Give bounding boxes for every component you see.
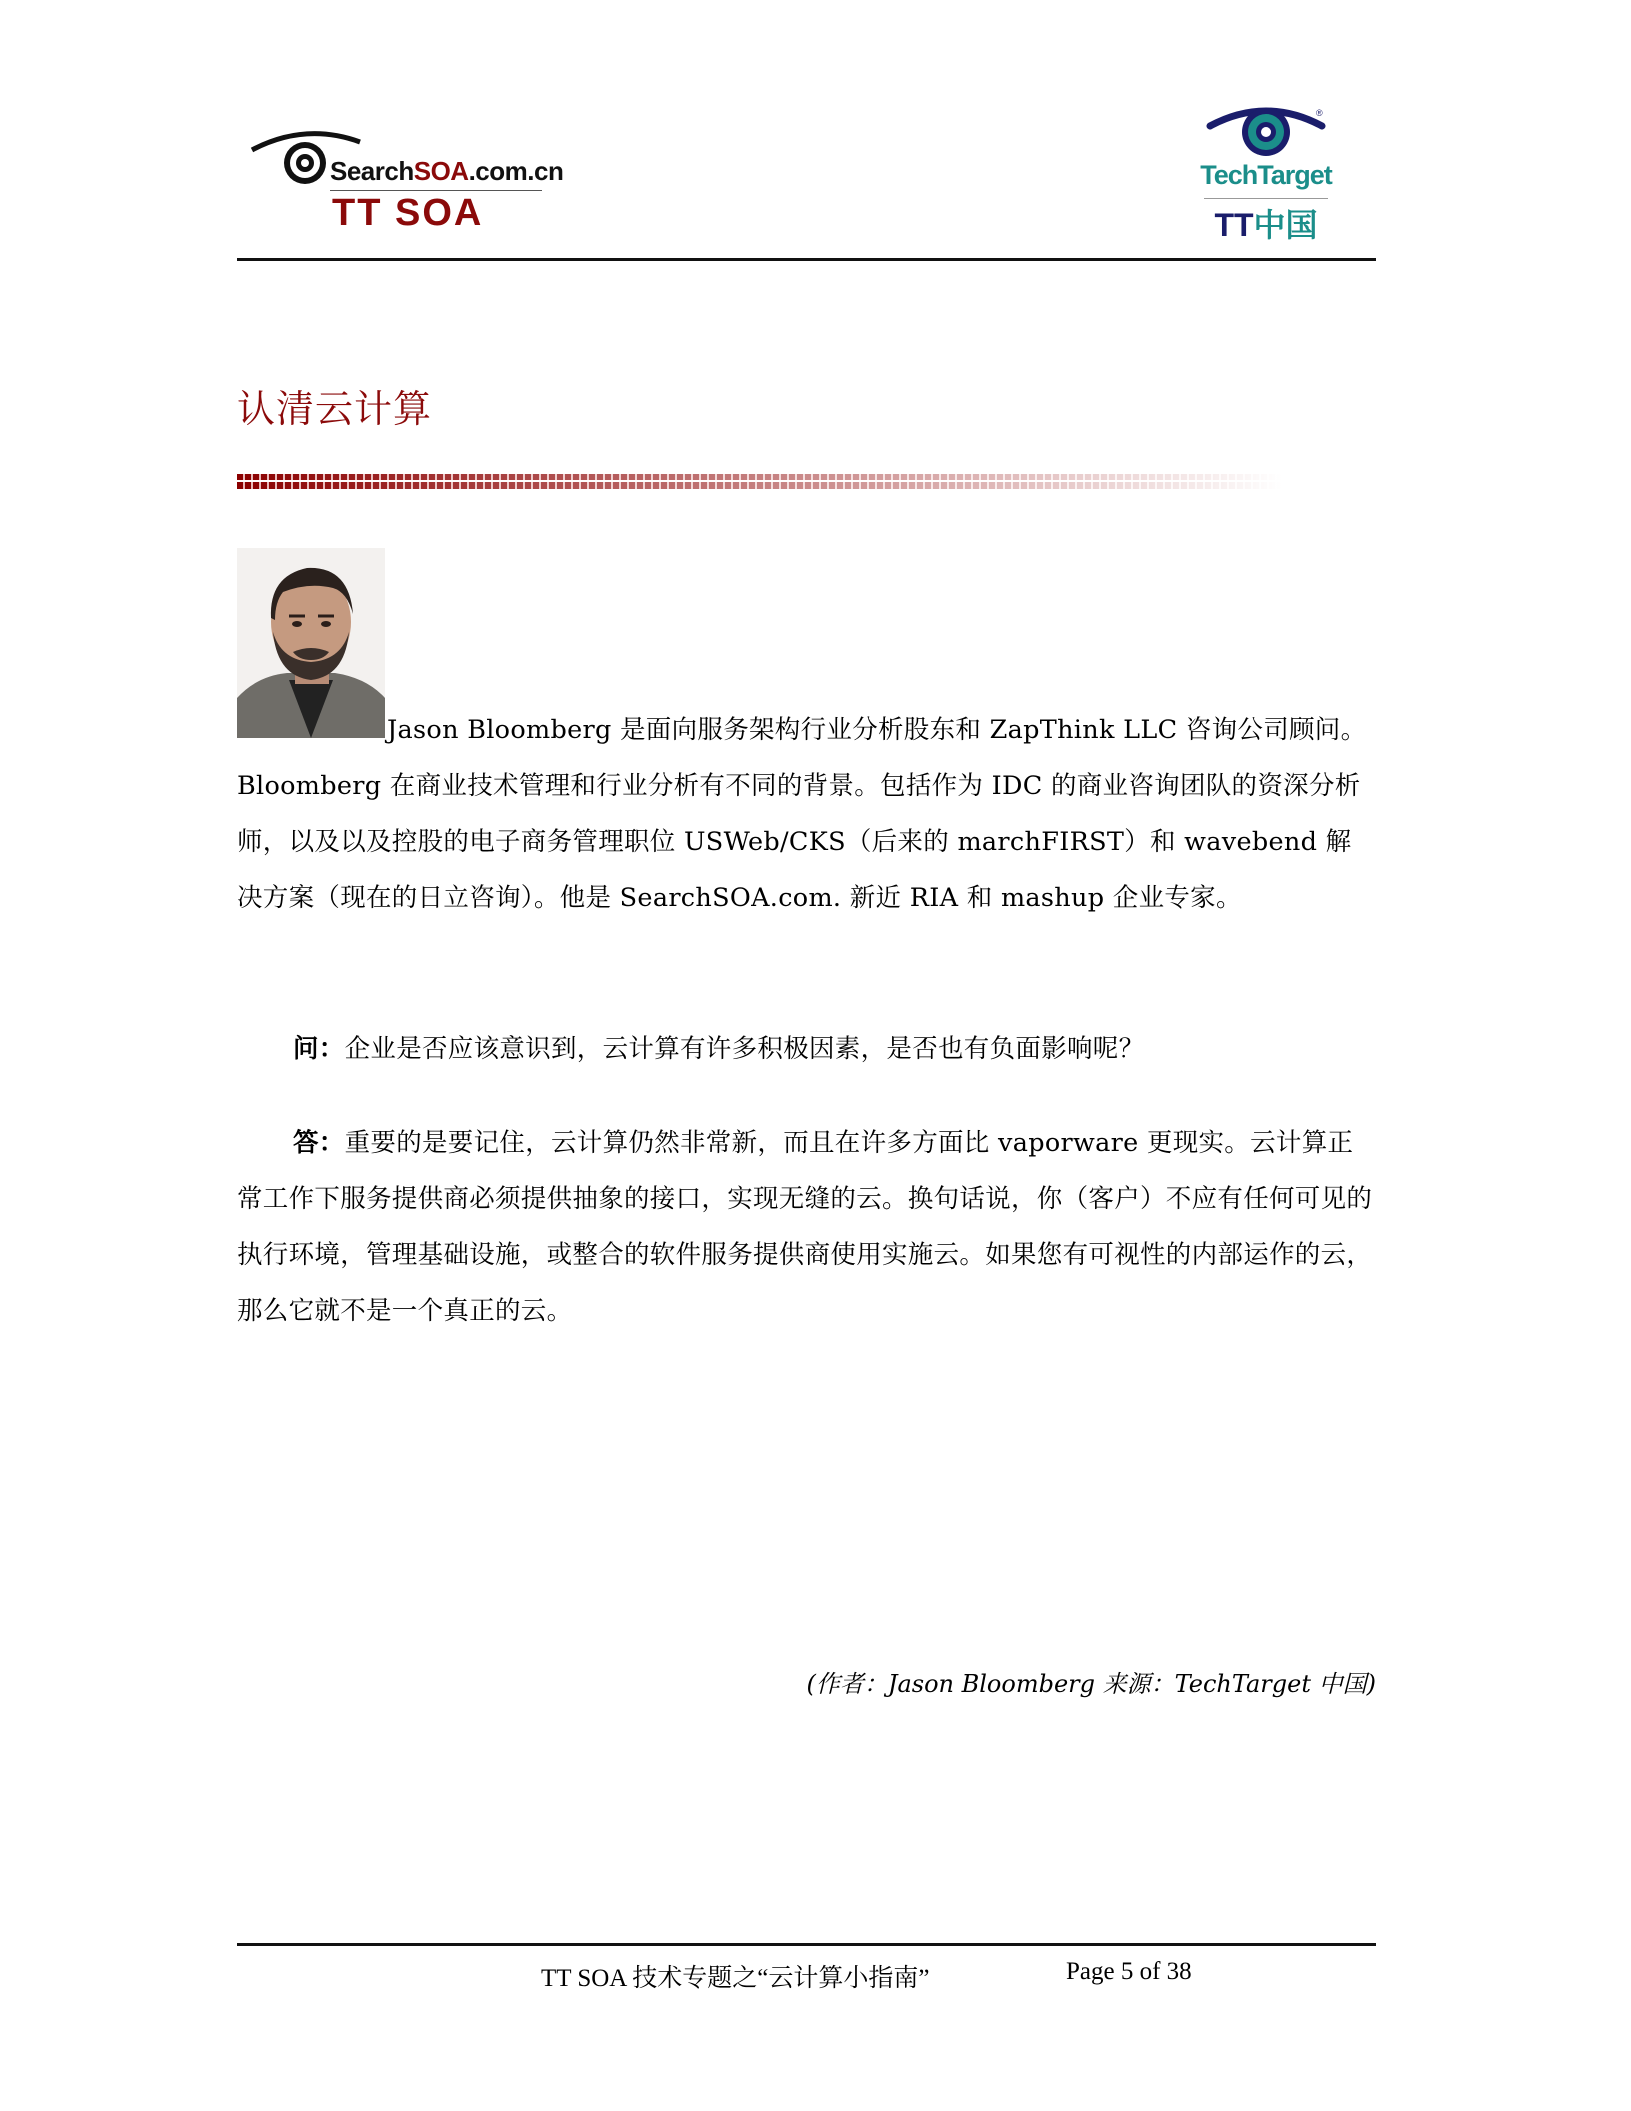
site-brand: SOA — [413, 156, 469, 186]
footer-doc-title: TT SOA 技术专题之“云计算小指南” — [541, 1965, 930, 1992]
site-suffix: .com.cn — [468, 156, 564, 186]
techtarget-eye-icon — [1196, 104, 1336, 164]
subtitle-latin: TT — [1214, 207, 1254, 243]
answer-label: 答： — [293, 1128, 345, 1158]
dotted-bar-gap — [237, 480, 1282, 482]
article-attribution: (作者：Jason Bloomberg 来源：TechTarget 中国) — [806, 1670, 1376, 1698]
answer-paragraph — [237, 1115, 1377, 1339]
techtarget-logo — [1196, 104, 1336, 243]
article-title: 认清云计算 — [237, 387, 433, 431]
header-rule — [237, 258, 1376, 261]
question-text: 企业是否应该意识到，云计算有许多积极因素，是否也有负面影响呢？ — [344, 1034, 1145, 1064]
footer-rule — [237, 1943, 1376, 1946]
searchsoa-logo — [250, 128, 564, 238]
subtitle-cn: 中国 — [1253, 207, 1318, 243]
question-label: 问： — [293, 1034, 345, 1064]
site-prefix: Search — [330, 156, 414, 186]
answer-text: 重要的是要记住，云计算仍然非常新，而且在许多方面比 vaporware 更现实。云计算正常工作下服务提供商必须提供抽象的接口，实现无缝的云。换句话说，你（客户）不应有任何可见的执行环境，管理基础设施，或整合的软件服务提供商使用实施云。如果您有可视性的内部运作的云，那么它就不是一个真正的云。 — [237, 1128, 1373, 1326]
question-paragraph — [237, 1021, 1377, 1077]
site-name — [330, 156, 563, 187]
logo-subtitle: TT SOA — [332, 192, 484, 234]
techtarget-divider — [1204, 198, 1328, 199]
author-bio: Jason Bloomberg 是面向服务架构行业分析股东和 ZapThink LLC 咨询公司顾问。Bloomberg 在商业技术管理和行业分析有不同的背景。包括作为 IDC 的商业咨询团队的资深分析师，以及以及控股的电子商务管理职位 USWeb/CKS（后来的 marchFIRST）和 wavebend 解决方案（现在的日立咨询）。他是 SearchSOA.com. 新近 RIA 和 mashup 企业专家。 — [237, 715, 1367, 913]
techtarget-subtitle — [1196, 200, 1336, 246]
techtarget-brand: TechTarget — [1200, 160, 1332, 190]
logo-divider — [330, 190, 542, 191]
registered-mark: ® — [1316, 108, 1323, 118]
page-number: Page 5 of 38 — [1066, 1958, 1192, 1985]
